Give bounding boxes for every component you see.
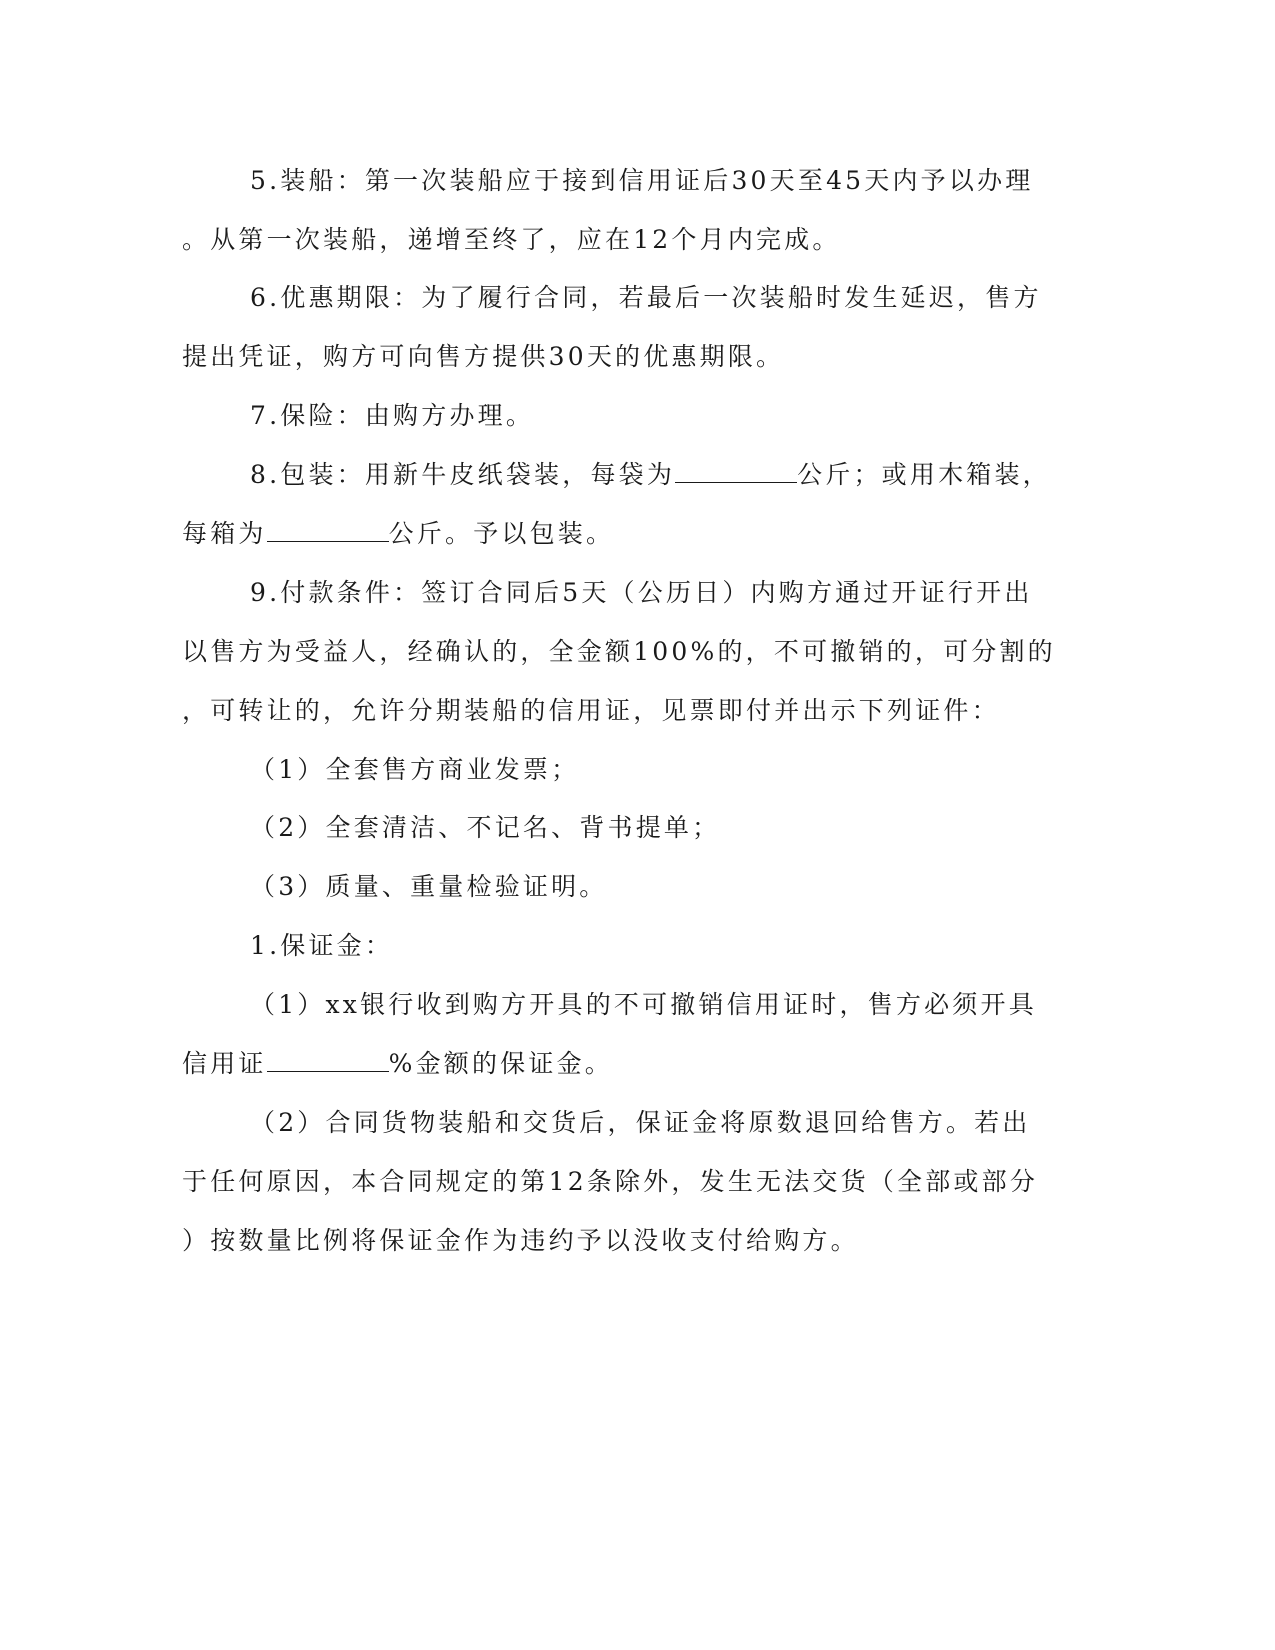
clause-8-text-c: 每箱为 (182, 519, 267, 548)
deposit-percent-blank (267, 1049, 389, 1072)
clause-9-line-1: 9.付款条件：签订合同后5天（公历日）内购方通过开证行开出 (250, 578, 1033, 607)
deposit-item-1-line-1: （1）xx银行收到购方开具的不可撤销信用证时，售方必须开具 (250, 990, 1037, 1019)
clause-8-text-d: 公斤。予以包装。 (388, 519, 615, 548)
clause-9-line-3: ，可转让的，允许分期装船的信用证，见票即付并出示下列证件： (182, 696, 1000, 725)
deposit-item-1-line-2 (182, 1049, 1062, 1079)
clause-5-line-2: 。从第一次装船，递增至终了，应在12个月内完成。 (182, 225, 841, 254)
clause-6-line-2: 提出凭证，购方可向售方提供30天的优惠期限。 (182, 342, 785, 371)
deposit-text-b: %金额的保证金。 (388, 1049, 613, 1078)
document-item-2: （2）全套清洁、不记名、背书提单； (250, 813, 721, 842)
document-item-3: （3）质量、重量检验证明。 (250, 872, 608, 901)
deposit-item-2-line-1: （2）合同货物装船和交货后，保证金将原数退回给售方。若出 (250, 1108, 1031, 1137)
deposit-item-2-line-3: ）按数量比例将保证金作为违约予以没收支付给购方。 (182, 1226, 859, 1255)
clause-8-line-1 (250, 460, 1062, 490)
clause-7-line: 7.保险：由购方办理。 (250, 401, 535, 430)
deposit-text-a: 信用证 (182, 1049, 267, 1078)
bag-weight-blank (675, 460, 797, 483)
document-item-1: （1）全套售方商业发票； (250, 755, 580, 784)
deposit-item-2-line-2: 于任何原因，本合同规定的第12条除外，发生无法交货（全部或部分 (182, 1167, 1039, 1196)
clause-6-line-1: 6.优惠期限：为了履行合同，若最后一次装船时发生延迟，售方 (250, 283, 1042, 312)
clause-8-text-a: 8.包装：用新牛皮纸袋装，每袋为 (250, 460, 676, 489)
clause-5-line-1: 5.装船：第一次装船应于接到信用证后30天至45天内予以办理 (250, 166, 1034, 195)
clause-9-line-2: 以售方为受益人，经确认的，全金额100%的，不可撤销的，可分割的 (182, 637, 1056, 666)
box-weight-blank (267, 519, 389, 542)
clause-8-line-2 (182, 519, 1062, 549)
clause-8-text-b: 公斤；或用木箱装， (797, 460, 1051, 489)
deposit-heading: 1.保证金： (250, 931, 394, 960)
